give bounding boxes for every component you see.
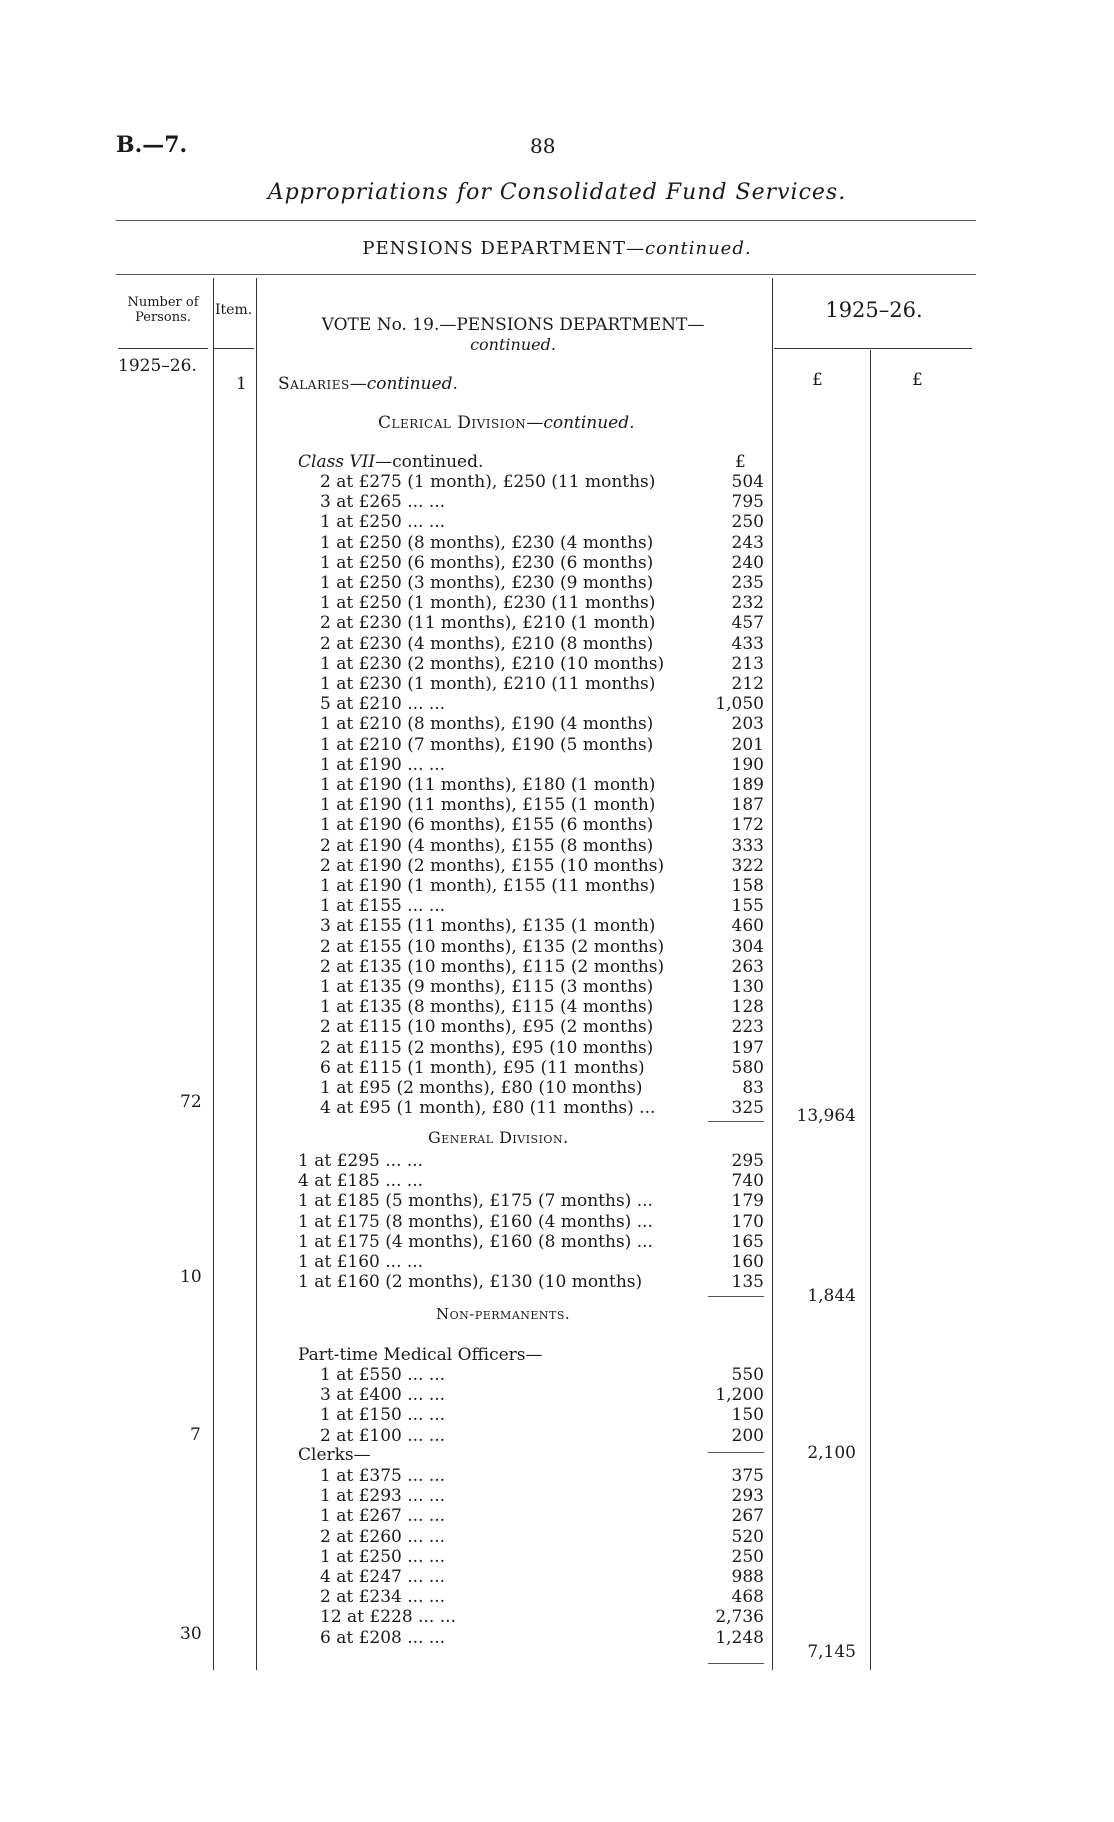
salaries-heading — [278, 374, 458, 394]
row-amount: 203 — [731, 714, 764, 735]
persons-year-label: 1925–26. — [118, 356, 197, 376]
page-title: Appropriations for Consolidated Fund Services. — [267, 180, 847, 205]
table-row — [280, 815, 764, 835]
row-description: 1 at £250 ... ... — [320, 512, 446, 533]
row-amount: 189 — [731, 775, 764, 795]
clerical-cont: —continued. — [526, 413, 635, 433]
table-row — [280, 1232, 764, 1252]
row-amount: 740 — [731, 1171, 764, 1192]
row-description: 1 at £190 (11 months), £155 (1 month) — [320, 795, 656, 816]
row-amount: 172 — [731, 815, 764, 836]
row-amount: 83 — [742, 1078, 764, 1098]
table-row — [280, 795, 764, 815]
title-rule — [116, 220, 976, 221]
table-row — [280, 674, 764, 694]
row-amount: 232 — [731, 593, 764, 614]
row-amount: 333 — [731, 835, 764, 856]
table-row — [280, 1547, 764, 1567]
general-total: 1,844 — [807, 1286, 856, 1306]
salaries-cont: —continued. — [349, 374, 458, 394]
row-amount: 504 — [731, 472, 764, 492]
row-amount: 212 — [731, 674, 764, 694]
row-description: 1 at £550 ... ... — [320, 1365, 446, 1385]
table-row — [280, 1078, 764, 1098]
row-description: 1 at £295 ... ... — [298, 1151, 424, 1171]
table-row — [280, 1628, 764, 1648]
row-description: 2 at £190 (4 months), £155 (8 months) — [320, 835, 654, 856]
table-row — [280, 573, 764, 593]
table-row — [280, 1506, 764, 1526]
row-description: 4 at £95 (1 month), £80 (11 months) ... — [320, 1098, 656, 1119]
clerical-heading — [378, 413, 635, 433]
department-caption-text: PENSIONS DEPARTMENT — [362, 238, 626, 259]
table-row — [280, 512, 764, 532]
row-amount: 130 — [731, 977, 764, 997]
item-desc-divider — [256, 278, 257, 1670]
row-description: 1 at £250 (8 months), £230 (4 months) — [320, 532, 654, 553]
amount-year-divider — [772, 278, 773, 1670]
medical-subtotal-rule — [708, 1452, 764, 1453]
row-amount: 170 — [731, 1211, 764, 1232]
row-amount: 201 — [731, 734, 764, 755]
row-description: 4 at £185 ... ... — [298, 1171, 424, 1192]
row-amount: 295 — [731, 1151, 764, 1171]
row-description: 1 at £160 (2 months), £130 (10 months) — [298, 1272, 643, 1293]
row-description: 3 at £400 ... ... — [320, 1385, 446, 1406]
table-row — [280, 896, 764, 916]
row-description: 1 at £293 ... ... — [320, 1486, 446, 1507]
table-row — [280, 1098, 764, 1118]
row-description: 2 at £135 (10 months), £115 (2 months) — [320, 956, 665, 977]
row-amount: 322 — [731, 855, 764, 876]
row-description: 1 at £250 (3 months), £230 (9 months) — [320, 573, 654, 593]
row-amount: 243 — [731, 532, 764, 553]
row-description: 2 at £115 (10 months), £95 (2 months) — [320, 1017, 654, 1038]
row-description: 2 at £260 ... ... — [320, 1526, 446, 1547]
table-row — [280, 1587, 764, 1607]
row-description: 1 at £230 (2 months), £210 (10 months) — [320, 653, 665, 674]
row-description: 2 at £155 (10 months), £135 (2 months) — [320, 936, 665, 957]
table-row — [280, 714, 764, 734]
general-subtotal-rule — [708, 1296, 764, 1297]
row-description: 2 at £275 (1 month), £250 (11 months) — [320, 472, 656, 492]
row-description: 1 at £190 (11 months), £180 (1 month) — [320, 775, 656, 795]
table-row — [280, 997, 764, 1017]
row-amount: 304 — [731, 936, 764, 957]
table-row — [280, 916, 764, 936]
table-row — [280, 1527, 764, 1547]
vote-heading — [293, 315, 733, 354]
table-row — [280, 1252, 764, 1272]
row-amount: 223 — [731, 1017, 764, 1038]
row-description: 2 at £230 (4 months), £210 (8 months) — [320, 633, 654, 654]
persons-column-head: Number of Persons. — [127, 295, 199, 325]
medical-total: 2,100 — [807, 1443, 856, 1463]
year-column-head: 1925–26. — [825, 298, 923, 322]
row-description: 2 at £234 ... ... — [320, 1587, 446, 1608]
clerical-subtotal-rule — [708, 1121, 764, 1122]
row-description: 1 at £190 (6 months), £155 (6 months) — [320, 815, 654, 836]
table-row — [280, 634, 764, 654]
table-row — [280, 1151, 764, 1171]
table-row — [280, 1191, 764, 1211]
row-amount: 460 — [731, 916, 764, 937]
table-row — [280, 1212, 764, 1232]
row-description: 1 at £190 ... ... — [320, 754, 446, 775]
year-head-rule — [774, 348, 972, 349]
row-description: 3 at £265 ... ... — [320, 492, 446, 513]
row-description: 1 at £267 ... ... — [320, 1506, 446, 1527]
row-description: 4 at £247 ... ... — [320, 1567, 446, 1587]
row-description: 3 at £155 (11 months), £135 (1 month) — [320, 916, 656, 937]
row-amount: 263 — [731, 956, 764, 977]
class-heading — [298, 452, 483, 472]
table-row — [280, 654, 764, 674]
row-description: 1 at £210 (7 months), £190 (5 months) — [320, 734, 654, 755]
table-row — [280, 1171, 764, 1191]
table-row — [280, 1405, 764, 1425]
class-label: Class VII — [298, 452, 376, 472]
year-subcolumn-divider — [870, 350, 871, 1670]
vote-heading-line2: continued. — [470, 335, 556, 354]
row-amount: 158 — [731, 876, 764, 896]
caption-rule — [116, 274, 976, 275]
clerical-persons: 72 — [180, 1092, 202, 1112]
table-row — [280, 937, 764, 957]
table-row — [280, 1017, 764, 1037]
row-amount: 520 — [731, 1526, 764, 1547]
row-amount: 179 — [731, 1191, 764, 1212]
item-number: 1 — [236, 374, 247, 394]
table-row — [280, 775, 764, 795]
row-amount: 128 — [731, 997, 764, 1018]
table-row — [280, 1038, 764, 1058]
row-amount: 550 — [731, 1365, 764, 1385]
general-heading: General Division. — [428, 1128, 569, 1147]
row-amount: 1,200 — [715, 1385, 764, 1406]
class-cont: —continued. — [375, 452, 484, 472]
general-persons: 10 — [180, 1267, 202, 1287]
row-amount: 187 — [731, 795, 764, 816]
row-amount: 795 — [731, 492, 764, 513]
table-row — [280, 876, 764, 896]
department-caption-cont: —continued. — [626, 238, 752, 259]
row-description: 1 at £210 (8 months), £190 (4 months) — [320, 714, 654, 735]
row-description: 12 at £228 ... ... — [320, 1607, 456, 1628]
row-description: 1 at £175 (4 months), £160 (8 months) ... — [298, 1231, 653, 1252]
table-row — [280, 1486, 764, 1506]
row-description: 2 at £100 ... ... — [320, 1425, 446, 1446]
table-row — [280, 1426, 764, 1446]
table-row — [280, 613, 764, 633]
clerks-total: 7,145 — [807, 1642, 856, 1662]
nonperm-heading: Non-permanents. — [436, 1305, 571, 1323]
row-amount: 457 — [731, 613, 764, 634]
table-row — [280, 1607, 764, 1627]
row-description: 1 at £250 (6 months), £230 (6 months) — [320, 552, 654, 573]
salaries-label: Salaries — [278, 374, 350, 394]
table-row — [280, 755, 764, 775]
row-amount: 1,248 — [715, 1627, 764, 1648]
table-row — [280, 593, 764, 613]
document-reference: B.—7. — [116, 132, 188, 158]
row-description: 1 at £190 (1 month), £155 (11 months) — [320, 876, 656, 896]
table-row — [280, 836, 764, 856]
table-row — [280, 1272, 764, 1292]
row-amount: 160 — [731, 1252, 764, 1272]
department-caption — [0, 238, 1114, 259]
table-row — [280, 977, 764, 997]
row-amount: 375 — [731, 1466, 764, 1486]
clerks-label: Clerks— — [298, 1445, 371, 1465]
row-amount: 250 — [731, 1546, 764, 1567]
item-column-head: Item. — [215, 302, 253, 318]
persons-item-divider — [213, 278, 214, 1670]
row-amount: 197 — [731, 1037, 764, 1058]
row-amount: 165 — [731, 1231, 764, 1252]
pound-column-1: £ — [812, 370, 823, 390]
row-amount: 235 — [731, 573, 764, 593]
table-row — [280, 1385, 764, 1405]
row-amount: 135 — [731, 1272, 764, 1293]
row-amount: 150 — [731, 1405, 764, 1426]
row-amount: 190 — [731, 754, 764, 775]
row-amount: 468 — [731, 1587, 764, 1608]
table-row — [280, 472, 764, 492]
row-description: 1 at £160 ... ... — [298, 1252, 424, 1272]
row-description: 1 at £155 ... ... — [320, 896, 446, 917]
row-description: 1 at £175 (8 months), £160 (4 months) ... — [298, 1211, 653, 1232]
row-description: 1 at £185 (5 months), £175 (7 months) ... — [298, 1191, 653, 1212]
row-description: 1 at £375 ... ... — [320, 1466, 446, 1486]
clerical-label: Clerical Division — [378, 413, 527, 433]
row-description: 1 at £230 (1 month), £210 (11 months) — [320, 674, 656, 694]
row-amount: 200 — [731, 1425, 764, 1446]
row-description: 5 at £210 ... ... — [320, 694, 446, 715]
row-amount: 433 — [731, 633, 764, 654]
table-row — [280, 1058, 764, 1078]
clerical-total: 13,964 — [796, 1106, 856, 1126]
row-amount: 2,736 — [715, 1607, 764, 1628]
table-row — [280, 735, 764, 755]
row-description: 2 at £230 (11 months), £210 (1 month) — [320, 613, 656, 634]
clerks-persons: 30 — [180, 1624, 202, 1644]
row-amount: 250 — [731, 512, 764, 533]
row-description: 1 at £250 ... ... — [320, 1546, 446, 1567]
row-amount: 293 — [731, 1486, 764, 1507]
row-description: 1 at £250 (1 month), £230 (11 months) — [320, 593, 656, 614]
row-amount: 325 — [731, 1098, 764, 1119]
row-amount: 267 — [731, 1506, 764, 1527]
row-description: 1 at £95 (2 months), £80 (10 months) — [320, 1078, 643, 1098]
row-amount: 988 — [731, 1567, 764, 1587]
row-description: 1 at £135 (8 months), £115 (4 months) — [320, 997, 654, 1018]
table-row — [280, 1365, 764, 1385]
row-amount: 155 — [731, 896, 764, 917]
table-row — [280, 856, 764, 876]
vote-heading-line1: VOTE No. 19.—PENSIONS DEPARTMENT— — [321, 315, 705, 335]
medical-label: Part-time Medical Officers— — [298, 1345, 543, 1365]
row-amount: 580 — [731, 1057, 764, 1078]
row-amount: 1,050 — [715, 694, 764, 715]
table-row — [280, 492, 764, 512]
row-amount: 240 — [731, 552, 764, 573]
row-description: 6 at £115 (1 month), £95 (11 months) — [320, 1057, 645, 1078]
table-row — [280, 533, 764, 553]
row-description: 2 at £190 (2 months), £155 (10 months) — [320, 855, 665, 876]
table-row — [280, 957, 764, 977]
item-head-rule — [214, 348, 254, 349]
table-row — [280, 1567, 764, 1587]
table-row — [280, 694, 764, 714]
persons-head-rule — [118, 348, 208, 349]
row-description: 6 at £208 ... ... — [320, 1627, 446, 1648]
medical-persons: 7 — [190, 1425, 201, 1445]
table-row — [280, 553, 764, 573]
amount-pound-sign: £ — [735, 452, 746, 472]
clerks-subtotal-rule — [708, 1663, 764, 1664]
row-description: 2 at £115 (2 months), £95 (10 months) — [320, 1037, 654, 1058]
table-row — [280, 1466, 764, 1486]
row-description: 1 at £150 ... ... — [320, 1405, 446, 1426]
page-number: 88 — [530, 134, 556, 158]
row-description: 1 at £135 (9 months), £115 (3 months) — [320, 977, 654, 997]
row-amount: 213 — [731, 653, 764, 674]
pound-column-2: £ — [912, 370, 923, 390]
